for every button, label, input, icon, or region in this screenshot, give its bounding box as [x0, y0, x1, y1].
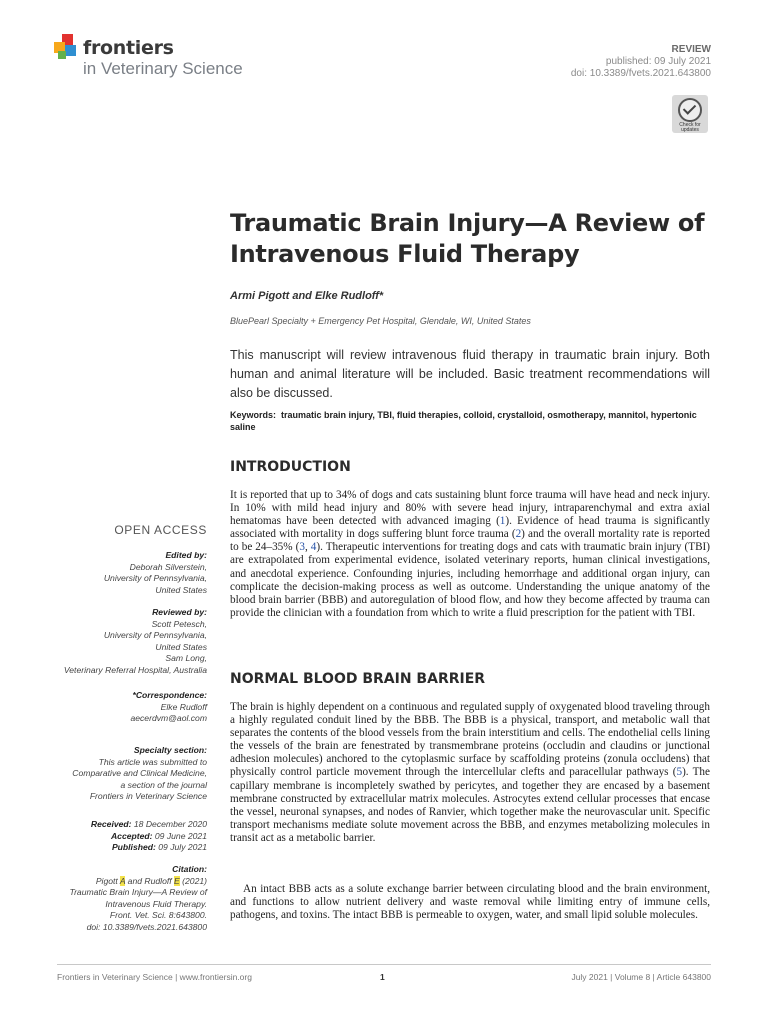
- sidebar-editor: [104, 550, 207, 596]
- sidebar-citation: [69, 864, 207, 934]
- footer-journal-link[interactable]: Frontiers in Veterinary Science | www.frontiersin.org: [57, 972, 252, 982]
- sidebar-specialty: [72, 745, 207, 803]
- citation-text: Pigott: [95, 875, 120, 886]
- page-number: 1: [380, 972, 385, 982]
- reference-link-1[interactable]: 1: [499, 515, 506, 528]
- sidebar-reviewers: [64, 607, 207, 677]
- logo-square-blue: [65, 45, 76, 56]
- check-icon: [678, 98, 702, 122]
- keywords-label: Keywords:: [230, 410, 277, 420]
- reference-link-4[interactable]: 4: [310, 541, 317, 554]
- bbb-paragraph-2: An intact BBB acts as a solute exchange barrier between circulating blood and the brain environment, and functions to allow nutrient delivery and waste removal while limiting entry of immune cells, pathogens, and toxins. The intact BBB is permeable to oxygen, water, and small lipid soluble molecules.: [230, 883, 710, 922]
- keywords-list: traumatic brain injury, TBI, fluid therapies, colloid, crystalloid, osmotherapy, mannitol, hypertonic saline: [230, 410, 697, 432]
- badge-text: Check for updates: [679, 122, 701, 133]
- correspondence-email[interactable]: aecerdvm@aol.com: [130, 713, 207, 724]
- bbb-paragraph-1: [230, 701, 710, 845]
- sidebar-dates: [91, 819, 207, 854]
- reviewer-line: United States: [155, 641, 207, 652]
- footer-issue-info: July 2021 | Volume 8 | Article 643800: [571, 972, 711, 982]
- bbb-text-2: ). The capillary membrane is incompletely swathed by pericytes, and together they are encased by a basement membrane constructed by extracellular matrix molecules. Astrocytes extend cellular processes that encase the vessel, neuronal synapses, and nodes of Ranvier, which together make the neurovascular unit. Specific transport mechanisms mediate solute movement across the BBB, and enzymes metabolizing molecules in transit act as a metabolic barrier.: [230, 766, 710, 844]
- authors: Armi Pigott and Elke Rudloff*: [230, 290, 384, 302]
- intro-text-1: It is reported that up to 34% of dogs and cats sustaining blunt force trauma will have head and neck injury. In 10% with mild head injury and 80% with severe head injury, intraparenchymal and extra axial hematomas have been detected with advanced imaging (: [230, 489, 710, 528]
- editor-line: University of Pennsylvania,: [103, 573, 207, 584]
- open-access-label: OPEN ACCESS: [114, 523, 207, 537]
- reference-link-3[interactable]: 3: [299, 541, 305, 554]
- citation-text: and Rudloff: [125, 875, 175, 886]
- citation-highlight: A: [119, 875, 126, 886]
- reviewed-by-label: Reviewed by:: [152, 607, 207, 617]
- intro-text-2: ). Evidence of head trauma is significantly associated with mortality in dogs suffering blunt force trauma (: [230, 515, 710, 541]
- published-date-sidebar: 09 July 2021: [158, 842, 207, 853]
- reviewer-line: University of Pennsylvania,: [103, 630, 207, 641]
- journal-name: in Veterinary Science: [83, 59, 243, 78]
- article-type: REVIEW: [671, 44, 711, 55]
- citation-line: Front. Vet. Sci. 8:643800.: [109, 910, 207, 921]
- editor-line: United States: [155, 584, 207, 595]
- correspondence-label: *Correspondence:: [132, 690, 207, 700]
- keywords: [230, 409, 712, 433]
- accepted-date: 09 June 2021: [154, 830, 207, 841]
- specialty-label: Specialty section:: [133, 745, 207, 755]
- accepted-label: Accepted:: [110, 830, 153, 841]
- intro-text-3: ) and the overall mortality rate is reported to be 24–35% (: [230, 528, 710, 554]
- abstract: This manuscript will review intravenous fluid therapy in traumatic brain injury. Both human and animal literature will be included. Basic treatment recommendations will also be discussed.: [230, 348, 710, 400]
- received-date: 18 December 2020: [133, 819, 207, 829]
- footer-divider: [57, 964, 711, 965]
- specialty-line: Comparative and Clinical Medicine,: [72, 768, 207, 779]
- article-meta: [571, 44, 711, 80]
- reviewer-line: Sam Long,: [165, 653, 207, 664]
- intro-text-4: ). Therapeutic interventions for treating dogs and cats with traumatic brain injury (TBI) are extrapolated from experimental evidence, isolated veterinary reports, human clinical investigations, and anecdotal experience. Confounding injuries, including hemorrhage and additional organ injury, can complicate the decision-making process as well as outcome. Understanding the unique anatomy of the blood brain barrier (BBB) and autoregulation of blood flow, and how they become affected by trauma can provide the clinician with a foundation from which to write a fluid prescription for the patient with TBI.: [230, 541, 710, 619]
- reviewer-line: Veterinary Referral Hospital, Australia: [63, 664, 207, 675]
- introduction-paragraph: [230, 489, 710, 620]
- reviewer-line: Scott Petesch,: [151, 618, 207, 629]
- brand-name: frontiers: [83, 37, 174, 59]
- affiliation: BluePearl Specialty + Emergency Pet Hospital, Glendale, WI, United States: [230, 316, 531, 326]
- citation-label: Citation:: [172, 864, 207, 874]
- citation-text: (2021): [179, 875, 207, 886]
- article-title: Traumatic Brain Injury—A Review of Intravenous Fluid Therapy: [230, 209, 705, 268]
- received-label: Received:: [90, 819, 132, 829]
- specialty-line: This article was submitted to: [98, 756, 207, 767]
- citation-doi[interactable]: doi: 10.3389/fvets.2021.643800: [86, 921, 207, 932]
- citation-line: Intravenous Fluid Therapy.: [105, 898, 207, 909]
- frontiers-logo[interactable]: [54, 32, 274, 82]
- edited-by-label: Edited by:: [165, 550, 207, 560]
- frontiers-logo-icon: [54, 34, 80, 60]
- reference-link-5[interactable]: 5: [676, 766, 683, 779]
- ref-separator: ,: [304, 541, 311, 554]
- sidebar-correspondence: [130, 690, 207, 725]
- section-heading-normal-bbb: NORMAL BLOOD BRAIN BARRIER: [230, 671, 486, 687]
- bbb-text-1: The brain is highly dependent on a continuous and regulated supply of oxygenated blood traveling through a highly regulated conduit lined by the BBB. The BBB is a physical, transport, and metabolic wall that separates the contents of the blood vessels from the brain interstitium and cells. The endothelial cells lining the vessels of the brain are fenestrated by transmembrane proteins (occludin and claudins or junctional adhesion molecules) anchored to the cytoplasmic surface by scaffolding proteins (zonula occludens) that physically control particle movement through the intercellular clefts and paracellular pathways (: [230, 701, 710, 779]
- correspondence-name: Elke Rudloff: [160, 701, 207, 712]
- article-doi[interactable]: doi: 10.3389/fvets.2021.643800: [570, 68, 711, 79]
- specialty-line: a section of the journal: [120, 779, 207, 790]
- published-date: published: 09 July 2021: [605, 56, 711, 67]
- logo-square-green: [58, 51, 66, 59]
- editor-line: Deborah Silverstein,: [129, 561, 207, 572]
- citation-line: Traumatic Brain Injury—A Review of: [69, 887, 207, 898]
- citation-highlight: E: [174, 875, 180, 886]
- published-label: Published:: [111, 842, 156, 853]
- section-heading-introduction: INTRODUCTION: [230, 459, 351, 475]
- reference-link-2[interactable]: 2: [515, 528, 522, 541]
- check-for-updates-badge[interactable]: [672, 95, 708, 133]
- specialty-line: Frontiers in Veterinary Science: [89, 791, 207, 802]
